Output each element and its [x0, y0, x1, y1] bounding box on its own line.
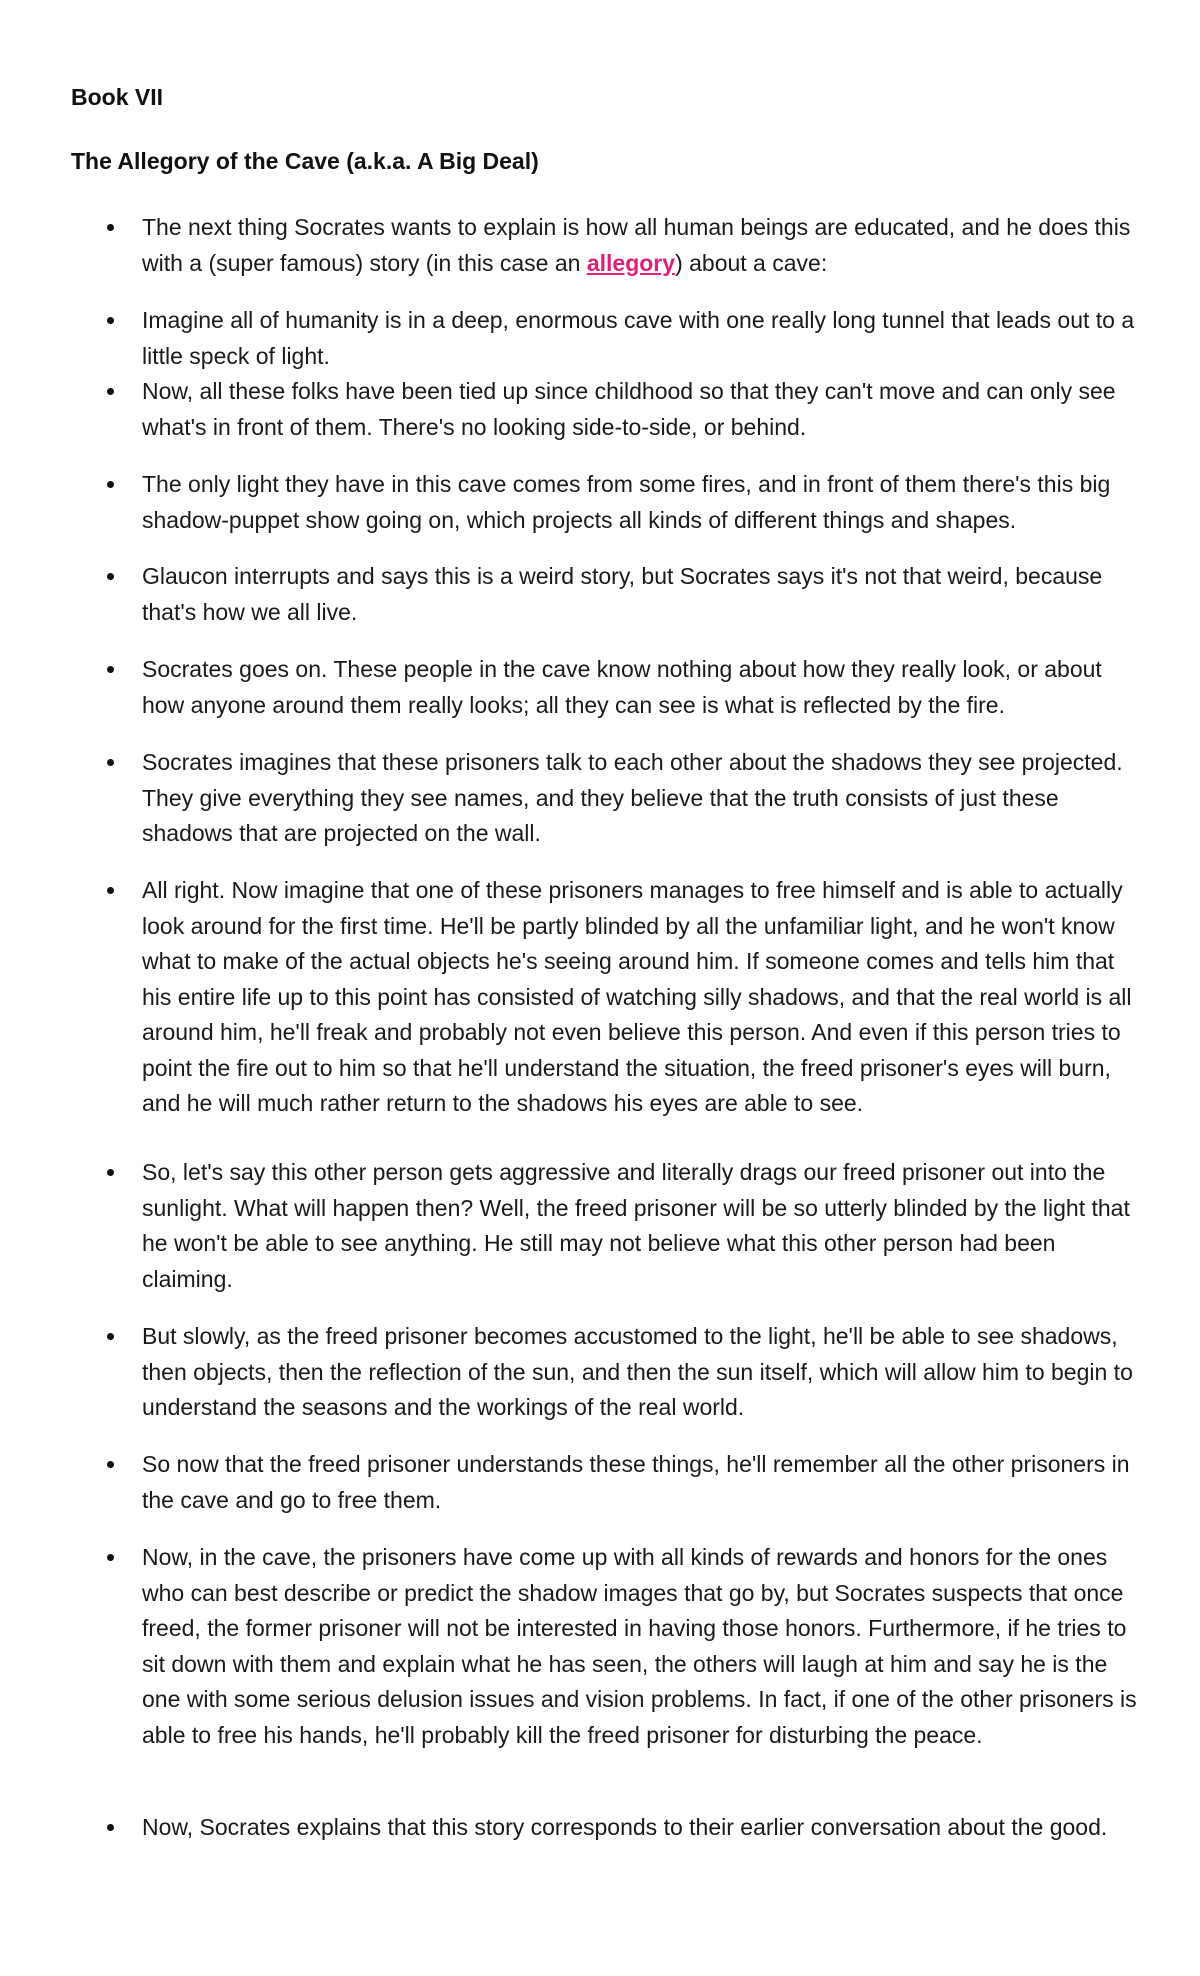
- list-item-text: Glaucon interrupts and says this is a weird story, but Socrates says it's not that weird, because that's how we all live.: [142, 563, 1103, 625]
- bullet-icon: [107, 666, 114, 673]
- list-item-text: The only light they have in this cave comes from some fires, and in front of them there's this big shadow-puppet show going on, which projects all kinds of different things and shapes.: [142, 471, 1111, 533]
- list-item-text-before-link: The next thing Socrates wants to explain is how all human beings are educated, and he does this with a (super famous) story (in this case an: [142, 214, 1131, 276]
- bullet-icon: [107, 1554, 114, 1561]
- allegory-link[interactable]: allegory: [586, 249, 676, 276]
- list-item-text: Now, Socrates explains that this story corresponds to their earlier conversation about the good.: [142, 1814, 1108, 1840]
- bullet-icon: [107, 573, 114, 580]
- list-item-text: Socrates imagines that these prisoners talk to each other about the shadows they see projected. They give everything they see names, and they believe that the truth consists of just these shadows that are projected on the wall.: [142, 749, 1123, 846]
- list-item-text: So, let's say this other person gets aggressive and literally drags our freed prisoner out into the sunlight. What will happen then? Well, the freed prisoner will be so utterly blinded by the light that he won't be able to see anything. He still may not believe what this other person had been claiming.: [142, 1159, 1130, 1292]
- bullet-icon: [107, 388, 114, 395]
- list-item-text: [142, 210, 1142, 281]
- book-title: Book VII: [71, 84, 164, 110]
- section-title: The Allegory of the Cave (a.k.a. A Big Deal): [71, 148, 539, 174]
- bullet-icon: [107, 1461, 114, 1468]
- bullet-icon: [107, 1824, 114, 1831]
- list-item-text: So now that the freed prisoner understands these things, he'll remember all the other prisoners in the cave and go to free them.: [142, 1451, 1130, 1513]
- list-item-text: All right. Now imagine that one of these prisoners manages to free himself and is able to actually look around for the first time. He'll be partly blinded by all the unfamiliar light, and he won't know what to make of the actual objects he's seeing around him. If someone comes and tells him that his entire life up to this point has consisted of watching silly shadows, and that the real world is all around him, he'll freak and probably not even believe this person. And even if this person tries to point the fire out to him so that he'll understand the situation, the freed prisoner's eyes will burn, and he will much rather return to the shadows his eyes are able to see.: [142, 877, 1132, 1116]
- list-item-text: Now, in the cave, the prisoners have come up with all kinds of rewards and honors for the ones who can best describe or predict the shadow images that go by, but Socrates suspects that once freed, the former prisoner will not be interested in having those honors. Furthermore, if he tries to sit down with them and explain what he has seen, the others will laugh at him and say he is the one with some serious delusion issues and vision problems. In fact, if one of the other prisoners is able to free his hands, he'll probably kill the freed prisoner for disturbing the peace.: [142, 1544, 1137, 1748]
- bullet-icon: [107, 1333, 114, 1340]
- list-item-text: Socrates goes on. These people in the cave know nothing about how they really look, or about how anyone around them really looks; all they can see is what is reflected by the fire.: [142, 656, 1102, 718]
- bullet-icon: [107, 1169, 114, 1176]
- list-item-text: Imagine all of humanity is in a deep, enormous cave with one really long tunnel that leads out to a little speck of light.: [142, 307, 1135, 369]
- bullet-icon: [107, 759, 114, 766]
- list-item-text: Now, all these folks have been tied up since childhood so that they can't move and can only see what's in front of them. There's no looking side-to-side, or behind.: [142, 378, 1116, 440]
- list-item-text: But slowly, as the freed prisoner becomes accustomed to the light, he'll be able to see shadows, then objects, then the reflection of the sun, and then the sun itself, which will allow him to begin to understand the seasons and the workings of the real world.: [142, 1323, 1133, 1420]
- bullet-icon: [107, 224, 114, 231]
- list-item-text-after-link: ) about a cave:: [675, 249, 828, 276]
- bullet-icon: [107, 887, 114, 894]
- bullet-icon: [107, 481, 114, 488]
- bullet-icon: [107, 317, 114, 324]
